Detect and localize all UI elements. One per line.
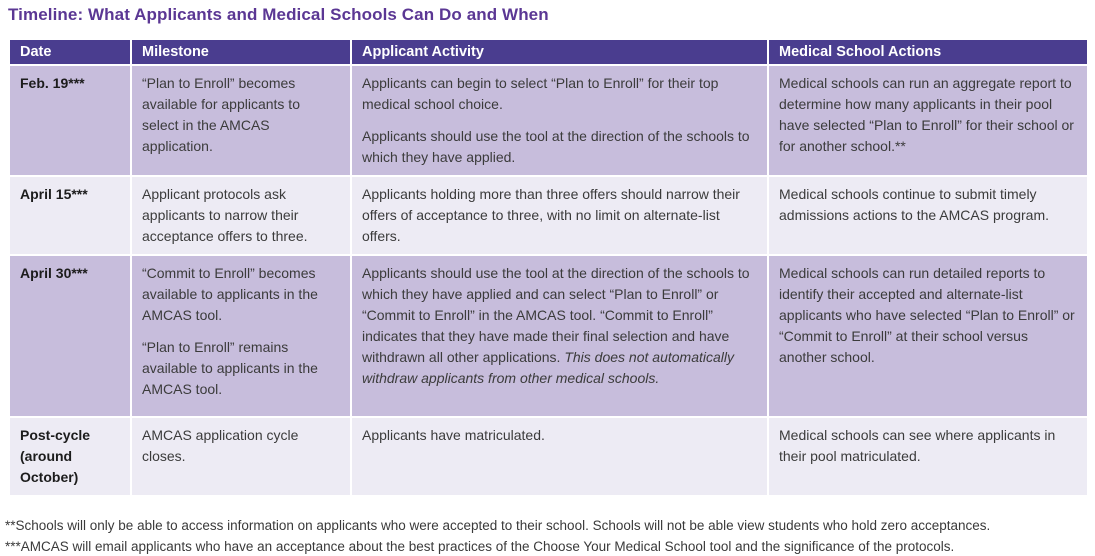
actions-text: Medical schools can see where applicants in their pool matriculated.	[779, 427, 1056, 464]
activity-text: Applicants holding more than three offers should narrow their offers of acceptance to three, with no limit on alternate-list offers.	[362, 186, 740, 244]
activity-text: Applicants have matriculated.	[362, 427, 545, 443]
footnotes	[5, 517, 1087, 556]
table-row-feb19	[9, 65, 1088, 176]
footnote-double-asterisk: **Schools will only be able to access information on applicants who were accepted to their school. Schools will not be able view students who hold zero acceptances.	[5, 518, 991, 533]
activity-cell	[351, 176, 768, 255]
table-row-april30	[9, 255, 1088, 417]
table-row-april15	[9, 176, 1088, 255]
date-cell: Post-cycle (around October)	[9, 417, 131, 496]
milestone-cell	[131, 417, 351, 496]
activity-cell	[351, 65, 768, 176]
actions-text: Medical schools can run an aggregate report to determine how many applicants in their pool have selected “Plan to Enroll” for their school or for another school.**	[779, 75, 1074, 154]
activity-text: Applicants should use the tool at the direction of the schools to which they have applied.	[362, 128, 750, 165]
actions-cell	[768, 417, 1088, 496]
milestone-text: “Commit to Enroll” becomes available to applicants in the AMCAS tool.	[142, 265, 318, 323]
milestone-text: Applicant protocols ask applicants to narrow their acceptance offers to three.	[142, 186, 308, 244]
activity-text	[362, 263, 755, 389]
milestone-cell	[131, 255, 351, 417]
milestone-text: “Plan to Enroll” becomes available for applicants to select in the AMCAS application.	[142, 75, 300, 154]
actions-cell	[768, 176, 1088, 255]
date-cell: April 30***	[9, 255, 131, 417]
date-cell: April 15***	[9, 176, 131, 255]
milestone-cell	[131, 176, 351, 255]
date-cell: Feb. 19***	[9, 65, 131, 176]
activity-text: Applicants can begin to select “Plan to Enroll” for their top medical school choice.	[362, 75, 719, 112]
header-milestone: Milestone	[131, 39, 351, 65]
activity-cell	[351, 417, 768, 496]
activity-text-italic: This does not automatically withdraw applicants from other medical schools.	[362, 349, 734, 386]
actions-text: Medical schools continue to submit timely admissions actions to the AMCAS program.	[779, 186, 1050, 223]
table-row-post-cycle	[9, 417, 1088, 496]
page-title: Timeline: What Applicants and Medical Schools Can Do and When	[8, 5, 549, 24]
actions-cell	[768, 65, 1088, 176]
actions-cell	[768, 255, 1088, 417]
timeline-table	[8, 38, 1089, 497]
activity-text-main: Applicants should use the tool at the direction of the schools to which they have applied and can select “Plan to Enroll” or “Commit to Enroll” in the AMCAS tool. “Commit to Enroll” indicates that they have made their final selection and have withdrawn all other applications.	[362, 265, 750, 365]
milestone-text: “Plan to Enroll” remains available to applicants in the AMCAS tool.	[142, 339, 318, 397]
table-header-row	[9, 39, 1088, 65]
actions-text: Medical schools can run detailed reports to identify their accepted and alternate-list applicants who have selected “Plan to Enroll” or “Commit to Enroll” at their school versus another school.	[779, 265, 1075, 365]
milestone-cell	[131, 65, 351, 176]
footnote-triple-asterisk: ***AMCAS will email applicants who have an acceptance about the best practices of the Choose Your Medical School tool and the significance of the protocols.	[5, 539, 955, 555]
milestone-text: AMCAS application cycle closes.	[142, 427, 299, 464]
header-date: Date	[9, 39, 131, 65]
header-medical-school-actions: Medical School Actions	[768, 39, 1088, 65]
activity-cell	[351, 255, 768, 417]
header-applicant-activity: Applicant Activity	[351, 39, 768, 65]
